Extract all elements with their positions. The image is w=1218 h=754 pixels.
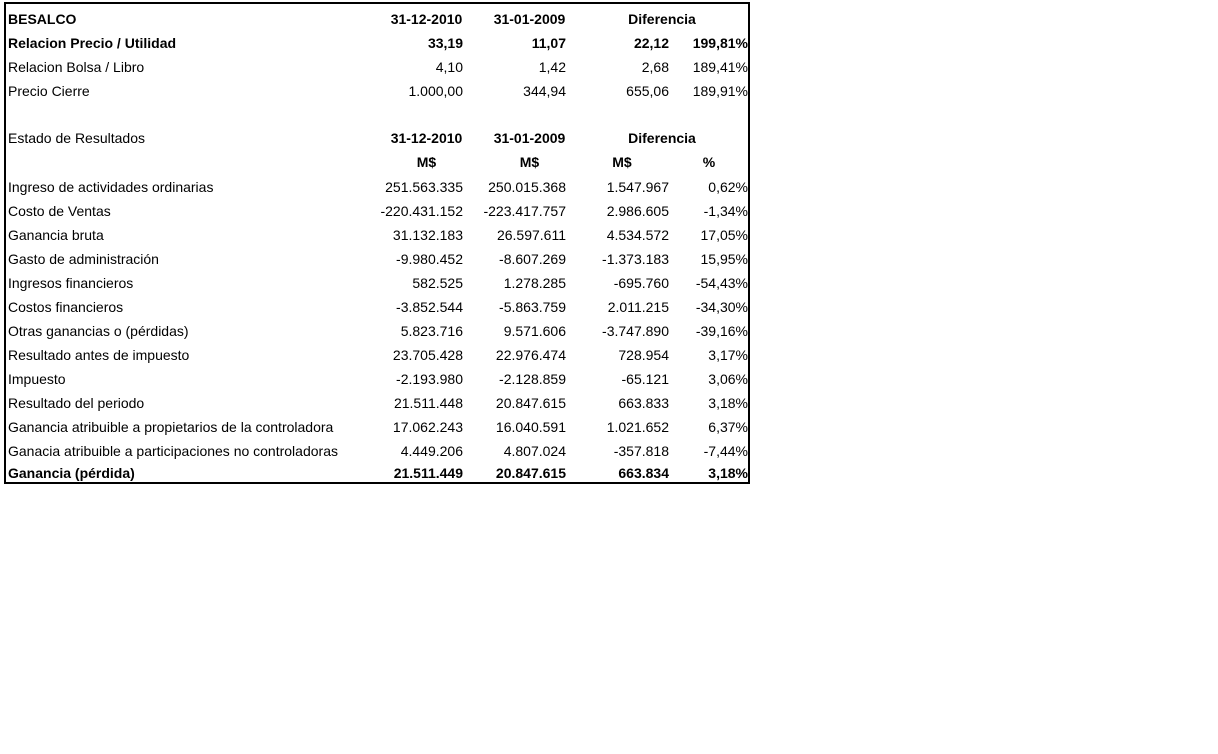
value-current[interactable]: 17.062.243	[392, 419, 463, 435]
value-percent[interactable]: 189,91%	[692, 83, 748, 99]
row-label[interactable]: Resultado del periodo	[8, 395, 145, 411]
table-row	[6, 247, 748, 271]
value-previous[interactable]: -223.417.757	[483, 203, 566, 219]
value-previous[interactable]: 9.571.606	[503, 323, 566, 339]
row-label[interactable]: Impuesto	[8, 371, 66, 387]
company-name[interactable]: BESALCO	[8, 11, 77, 27]
header-date-previous[interactable]: 31-01-2009	[493, 11, 566, 27]
value-current[interactable]: -220.431.152	[380, 203, 463, 219]
value-current[interactable]: -2.193.980	[396, 371, 463, 387]
table-row	[6, 199, 748, 223]
value-difference[interactable]: -695.760	[613, 275, 669, 291]
value-difference[interactable]: -3.747.890	[602, 323, 669, 339]
value-difference[interactable]: 1.547.967	[606, 179, 669, 195]
value-percent[interactable]: 189,41%	[692, 59, 748, 75]
value-previous[interactable]: 344,94	[523, 83, 566, 99]
ratio-row	[6, 31, 748, 55]
results-title[interactable]: Estado de Resultados	[8, 130, 145, 146]
ratio-row	[6, 79, 748, 103]
value-percent[interactable]: -34,30%	[695, 299, 748, 315]
value-difference[interactable]: -1.373.183	[602, 251, 669, 267]
value-difference[interactable]: 1.021.652	[606, 419, 669, 435]
value-current[interactable]: 31.132.183	[392, 227, 463, 243]
value-percent[interactable]: 15,95%	[700, 251, 748, 267]
total-row	[6, 461, 748, 485]
row-label[interactable]: Ganancia bruta	[8, 227, 104, 243]
units-row	[6, 150, 748, 174]
row-label[interactable]: Gasto de administración	[8, 251, 159, 267]
value-percent[interactable]: -7,44%	[703, 443, 748, 459]
table-row	[6, 439, 748, 463]
row-label[interactable]: Ganancia atribuible a propietarios de la controladora	[8, 419, 334, 435]
value-current[interactable]: 582.525	[412, 275, 463, 291]
value-previous[interactable]: -2.128.859	[499, 371, 566, 387]
value-percent[interactable]: -1,34%	[703, 203, 748, 219]
value-percent[interactable]: -54,43%	[695, 275, 748, 291]
value-current[interactable]: -3.852.544	[396, 299, 463, 315]
value-previous[interactable]: 4.807.024	[503, 443, 566, 459]
value-previous[interactable]: 250.015.368	[488, 179, 566, 195]
value-difference[interactable]: 655,06	[626, 83, 669, 99]
value-percent[interactable]: 6,37%	[708, 419, 748, 435]
value-current[interactable]: 251.563.335	[385, 179, 463, 195]
value-current[interactable]: 21.511.448	[393, 395, 463, 411]
value-previous[interactable]: 1.278.285	[503, 275, 566, 291]
value-current[interactable]: 21.511.449	[393, 465, 463, 481]
row-label[interactable]: Resultado antes de impuesto	[8, 347, 190, 363]
value-difference[interactable]: 22,12	[633, 35, 669, 51]
value-current[interactable]: 5.823.716	[400, 323, 463, 339]
value-previous[interactable]: -5.863.759	[499, 299, 566, 315]
value-previous[interactable]: 22.976.474	[495, 347, 566, 363]
value-current[interactable]: 1.000,00	[408, 83, 463, 99]
table-row	[6, 391, 748, 415]
table-row	[6, 319, 748, 343]
value-previous[interactable]: 16.040.591	[495, 419, 566, 435]
header-row	[6, 7, 748, 31]
value-percent[interactable]: 0,62%	[708, 179, 748, 195]
row-label[interactable]: Ingreso de actividades ordinarias	[8, 179, 214, 195]
row-label[interactable]: Relacion Bolsa / Libro	[8, 59, 145, 75]
value-percent[interactable]: 3,18%	[708, 395, 748, 411]
value-percent[interactable]: -39,16%	[695, 323, 748, 339]
value-previous[interactable]: 1,42	[538, 59, 566, 75]
row-label[interactable]: Costos financieros	[8, 299, 124, 315]
results-header-row	[6, 126, 748, 150]
header-date-current[interactable]: 31-12-2010	[390, 11, 463, 27]
value-difference[interactable]: 4.534.572	[606, 227, 669, 243]
unit-previous[interactable]: M$	[519, 154, 540, 170]
row-label[interactable]: Ganacia atribuible a participaciones no controladoras	[8, 443, 338, 459]
row-label[interactable]: Costo de Ventas	[8, 203, 111, 219]
value-current[interactable]: 4.449.206	[400, 443, 463, 459]
value-current[interactable]: 4,10	[435, 59, 463, 75]
value-percent[interactable]: 3,18%	[708, 465, 748, 481]
value-current[interactable]: 23.705.428	[392, 347, 463, 363]
value-difference[interactable]: 728.954	[618, 347, 669, 363]
results-difference[interactable]: Diferencia	[628, 130, 696, 146]
value-difference[interactable]: -65.121	[621, 371, 669, 387]
results-date-previous[interactable]: 31-01-2009	[493, 130, 566, 146]
value-current[interactable]: -9.980.452	[396, 251, 463, 267]
unit-difference[interactable]: M$	[612, 154, 632, 170]
row-label[interactable]: Otras ganancias o (pérdidas)	[8, 323, 189, 339]
table-row	[6, 223, 748, 247]
spreadsheet-table	[4, 2, 750, 484]
unit-current[interactable]: M$	[416, 154, 437, 170]
value-difference[interactable]: 663.834	[618, 465, 669, 481]
value-previous[interactable]: 20.847.615	[495, 395, 566, 411]
value-previous[interactable]: 11,07	[531, 35, 566, 51]
ratio-row	[6, 55, 748, 79]
value-previous[interactable]: 20.847.615	[495, 465, 566, 481]
value-percent[interactable]: 3,06%	[708, 371, 748, 387]
value-previous[interactable]: 26.597.611	[496, 227, 566, 243]
table-row	[6, 343, 748, 367]
value-previous[interactable]: -8.607.269	[499, 251, 566, 267]
value-percent[interactable]: 17,05%	[700, 227, 748, 243]
results-date-current[interactable]: 31-12-2010	[390, 130, 463, 146]
unit-percent[interactable]: %	[702, 154, 716, 170]
table-row	[6, 367, 748, 391]
row-label[interactable]: Relacion Precio / Utilidad	[8, 35, 177, 51]
value-current[interactable]: 33,19	[427, 35, 463, 51]
header-difference[interactable]: Diferencia	[628, 11, 696, 27]
value-difference[interactable]: 2.986.605	[606, 203, 669, 219]
table-row	[6, 415, 748, 439]
value-percent[interactable]: 3,17%	[708, 347, 748, 363]
row-label[interactable]: Precio Cierre	[8, 83, 90, 99]
value-percent[interactable]: 199,81%	[692, 35, 748, 51]
table-row	[6, 175, 748, 199]
value-difference[interactable]: 2,68	[641, 59, 669, 75]
row-label[interactable]: Ganancia (pérdida)	[8, 465, 135, 481]
row-label[interactable]: Ingresos financieros	[8, 275, 134, 291]
value-difference[interactable]: 2.011.215	[607, 299, 669, 315]
value-difference[interactable]: 663.833	[618, 395, 669, 411]
value-difference[interactable]: -357.818	[613, 443, 669, 459]
table-row	[6, 295, 748, 319]
table-row	[6, 271, 748, 295]
